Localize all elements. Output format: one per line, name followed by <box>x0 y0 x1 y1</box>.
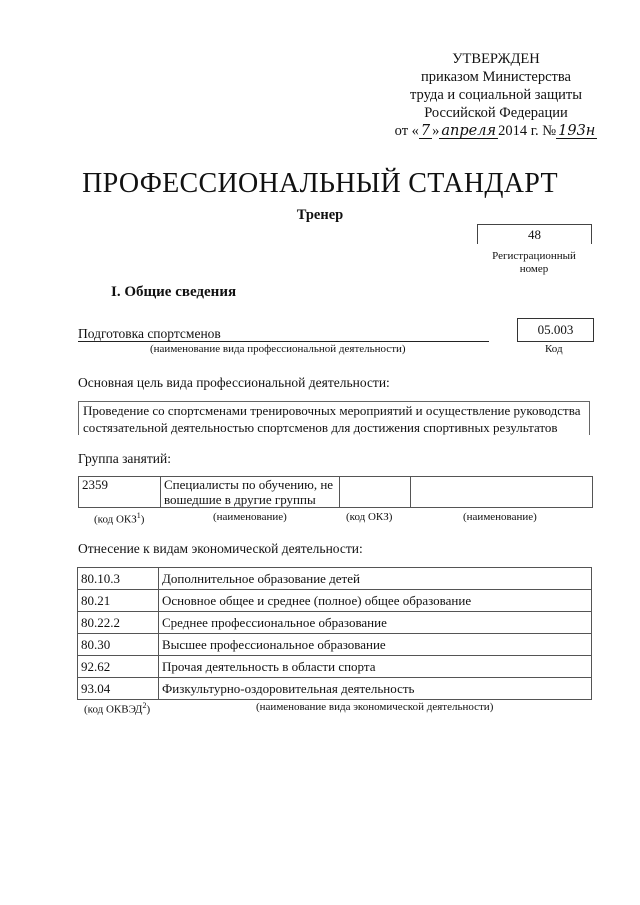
occupation-code-2 <box>340 477 411 508</box>
activity-code-box <box>517 318 594 342</box>
occupation-code: 2359 <box>79 477 161 508</box>
registration-label-line2: номер <box>519 263 549 275</box>
table-row <box>78 656 592 678</box>
table-row <box>78 678 592 700</box>
approval-line-country: Российской Федерации <box>424 105 568 121</box>
economic-name: Высшее профессиональное образование <box>159 634 592 656</box>
activity-code: 05.003 <box>537 322 574 337</box>
order-number: 193н <box>558 123 596 139</box>
approval-block <box>380 50 612 140</box>
table-row <box>78 568 592 590</box>
economic-caption-name: (наименование вида экономической деятельности) <box>256 701 494 713</box>
caption-code-text: (код ОКЗ <box>94 513 137 526</box>
economic-name: Прочая деятельность в области спорта <box>159 656 592 678</box>
goal-text-line2: состязательной деятельностью спортсменов для достижения спортивных результатов <box>83 420 558 435</box>
date-prefix: от « <box>394 123 419 139</box>
approval-line-ministry: приказом Министерства <box>421 69 571 85</box>
occupation-caption-code-2: (код ОКЗ) <box>346 511 393 523</box>
approval-heading: УТВЕРЖДЕН <box>452 51 540 67</box>
registration-number: 48 <box>528 227 541 242</box>
economic-name: Дополнительное образование детей <box>159 568 592 590</box>
registration-label <box>477 250 591 276</box>
caption-code-close: ) <box>140 513 145 526</box>
occupation-name-2 <box>411 477 593 508</box>
occupation-table <box>78 476 593 508</box>
registration-number-box <box>477 224 592 244</box>
economic-code: 80.22.2 <box>78 612 159 634</box>
date-year: 2014 г. № <box>498 123 557 139</box>
goal-box <box>78 401 590 435</box>
date-mid: » <box>432 123 440 139</box>
caption-okved-close: ) <box>146 703 151 716</box>
economic-code: 80.10.3 <box>78 568 159 590</box>
footnote-marker: 1 <box>136 511 141 520</box>
goal-heading: Основная цель вида профессиональной деятельности: <box>78 375 390 390</box>
economic-name: Основное общее и среднее (полное) общее образование <box>159 590 592 612</box>
occupation-caption-name-2: (наименование) <box>463 511 537 523</box>
approval-date-line <box>380 122 612 140</box>
date-day: 7 <box>420 123 431 139</box>
occupation-caption-name: (наименование) <box>213 511 287 523</box>
approval-line-labor: труда и социальной защиты <box>410 87 582 103</box>
occupation-heading: Группа занятий: <box>78 451 171 466</box>
economic-heading: Отнесение к видам экономической деятельности: <box>78 541 363 556</box>
goal-text-line1: Проведение со спортсменами тренировочных мероприятий и осуществление руководства <box>83 403 581 418</box>
footnote-marker: 2 <box>142 701 147 710</box>
activity-name: Подготовка спортсменов <box>78 326 221 341</box>
table-row <box>79 477 593 508</box>
economic-caption-code <box>84 701 150 716</box>
table-row <box>78 590 592 612</box>
economic-name: Физкультурно-оздоровительная деятельность <box>159 678 592 700</box>
date-month: апреля <box>441 123 497 139</box>
occupation-caption-code <box>94 511 144 526</box>
page-subtitle: Тренер <box>296 207 344 223</box>
table-row <box>78 612 592 634</box>
activity-underline <box>78 341 489 342</box>
economic-code: 93.04 <box>78 678 159 700</box>
registration-label-line1: Регистрационный <box>492 250 576 262</box>
table-row <box>78 634 592 656</box>
page-title: ПРОФЕССИОНАЛЬНЫЙ СТАНДАРТ <box>82 168 558 199</box>
occupation-name-line1: Специалисты по обучению, не <box>164 477 334 492</box>
economic-code: 80.30 <box>78 634 159 656</box>
occupation-name <box>161 477 340 508</box>
occupation-name-line2: вошедшие в другие группы <box>164 492 316 507</box>
economic-code: 92.62 <box>78 656 159 678</box>
economic-code: 80.21 <box>78 590 159 612</box>
economic-name: Среднее профессиональное образование <box>159 612 592 634</box>
activity-code-label: Код <box>545 343 563 355</box>
economic-activity-table <box>77 567 592 700</box>
section-heading: I. Общие сведения <box>111 284 237 300</box>
activity-caption: (наименование вида профессиональной деятельности) <box>150 343 406 355</box>
caption-okved-text: (код ОКВЭД <box>84 703 143 716</box>
